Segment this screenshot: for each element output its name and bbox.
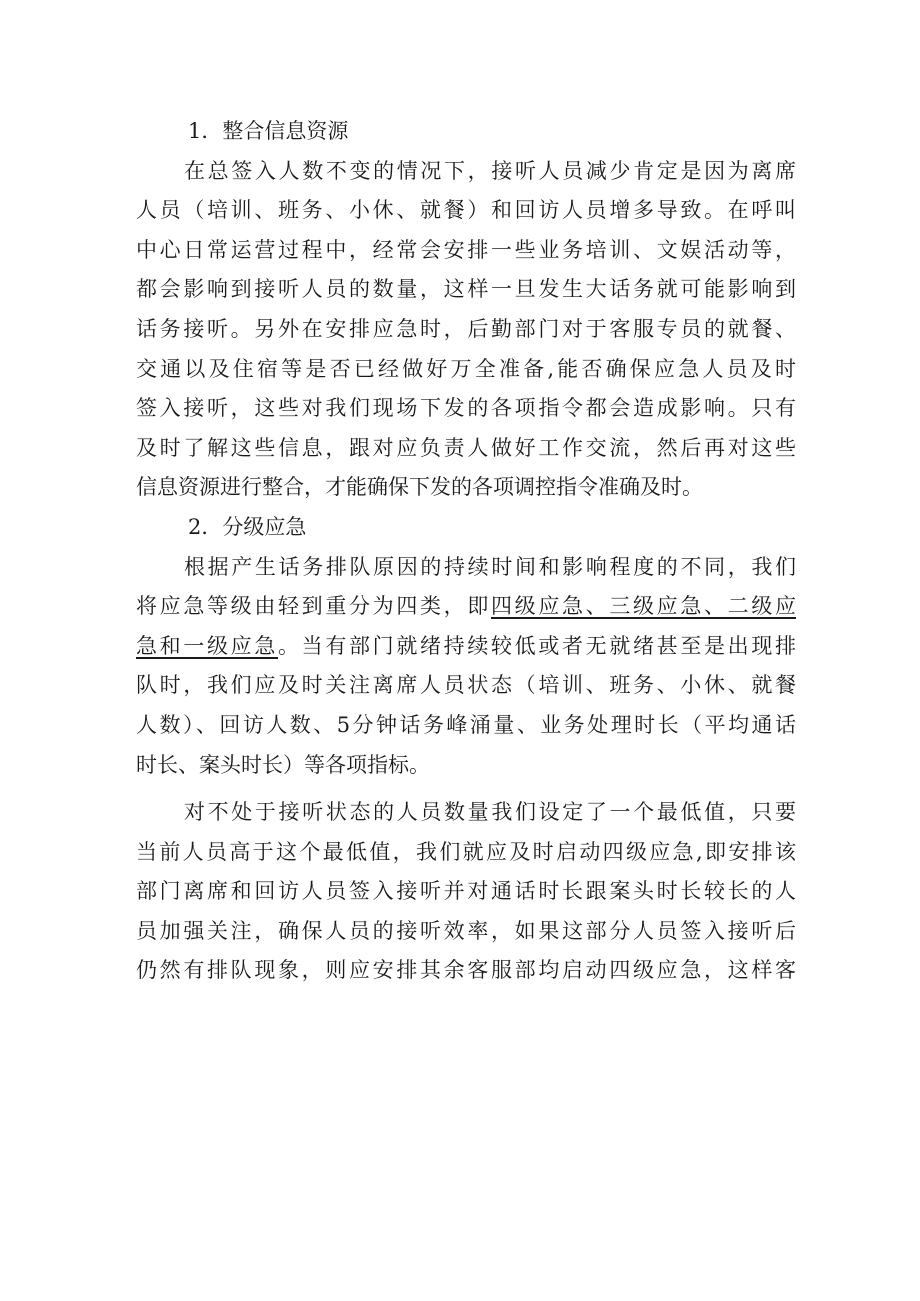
inline-text: 将应急等级由轻到重分为四类，即 <box>136 594 491 619</box>
paragraph-minimum-value <box>136 793 796 991</box>
section-heading-1: 1．整合信息资源 <box>188 119 349 143</box>
paragraph-line: 中心日常运营过程中，经常会安排一些业务培训、文娱活动等， <box>136 237 796 262</box>
paragraph-line <box>136 587 796 627</box>
paragraph-line: 交通以及住宿等是否已经做好万全准备,能否确保应急人员及时 <box>136 356 796 381</box>
section-heading-2: 2．分级应急 <box>188 514 307 539</box>
underlined-levels-text: 急和一级应急 <box>136 633 278 658</box>
paragraph-gap <box>136 785 796 793</box>
paragraph-line: 签入接听，这些对我们现场下发的各项指令都会造成影响。只有 <box>136 396 796 421</box>
paragraph-line: 根据产生话务排队原因的持续时间和影响程度的不同，我们 <box>184 554 796 579</box>
paragraph-line: 都会影响到接听人员的数量，这样一旦发生大话务就可能影响到 <box>136 277 796 302</box>
paragraph-line: 及时了解这些信息，跟对应负责人做好工作交流，然后再对这些 <box>136 435 796 460</box>
underlined-levels-text: 四级应急、三级应急、二级应 <box>491 594 796 619</box>
paragraph-line: 仍然有排队现象，则应安排其余客服部均启动四级应急，这样客 <box>136 958 796 983</box>
paragraph-line: 当前人员高于这个最低值，我们就应及时启动四级应急,即安排该 <box>136 839 796 864</box>
paragraph-line: 对不处于接听状态的人员数量我们设定了一个最低值，只要 <box>184 800 796 825</box>
paragraph-integrate-info <box>136 152 796 508</box>
paragraph-line: 话务接听。另外在安排应急时，后勤部门对于客服专员的就餐、 <box>136 316 796 341</box>
paragraph-line: 在总签入人数不变的情况下，接听人员减少肯定是因为离席 <box>184 158 796 183</box>
paragraph-line: 员加强关注，确保人员的接听效率，如果这部分人员签入接听后 <box>136 918 796 943</box>
paragraph-line: 部门离席和回访人员签入接听并对通话时长跟案头时长较长的人 <box>136 879 796 904</box>
paragraph-line: 人员（培训、班务、小休、就餐）和回访人员增多导致。在呼叫 <box>136 198 796 223</box>
paragraph-line: 人数）、回访人数、5分钟话务峰涌量、业务处理时长（平均通话 <box>136 712 796 737</box>
paragraph-line: 时长、案头时长）等各项指标。 <box>136 752 430 777</box>
paragraph-line: 信息资源进行整合，才能确保下发的各项调控指令准确及时。 <box>136 475 703 500</box>
paragraph-line <box>136 627 796 667</box>
inline-text: 。当有部门就绪持续较低或者无就绪甚至是出现排 <box>278 633 796 658</box>
paragraph-emergency-levels <box>136 548 796 786</box>
document-body <box>136 112 796 991</box>
paragraph-line: 队时，我们应及时关注离席人员状态（培训、班务、小休、就餐 <box>136 673 796 698</box>
